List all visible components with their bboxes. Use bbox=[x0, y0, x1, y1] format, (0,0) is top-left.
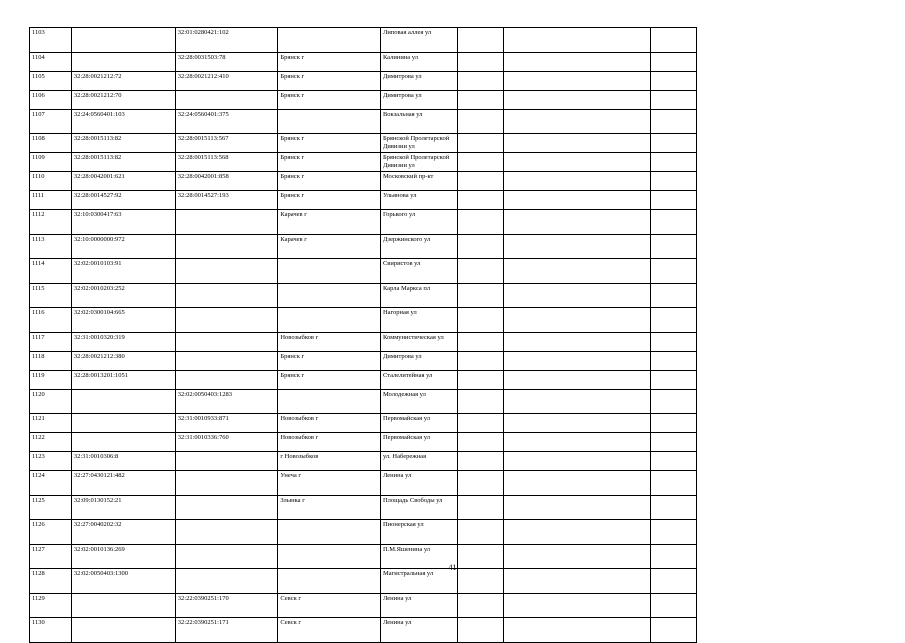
empty-cell bbox=[503, 471, 650, 496]
row-number-cell: 1130 bbox=[30, 618, 72, 643]
table-row bbox=[30, 52, 875, 71]
building-cadastral-number-cell: 32:01:0280421:102 bbox=[175, 28, 278, 53]
city-cell bbox=[278, 283, 381, 308]
building-cadastral-number-cell: 32:28:0042001:858 bbox=[175, 172, 278, 191]
street-cell: Брянской Пролетарской Дивизии ул bbox=[380, 134, 457, 153]
empty-cell bbox=[650, 308, 696, 333]
building-cadastral-number-cell bbox=[175, 495, 278, 520]
street-cell: Брянской Пролетарской Дивизии ул bbox=[380, 153, 457, 172]
street-cell: Магистральная ул bbox=[380, 569, 457, 594]
empty-cell bbox=[650, 134, 696, 153]
row-number-cell: 1124 bbox=[30, 471, 72, 496]
city-cell: Брянск г bbox=[278, 191, 381, 210]
street-cell: Димитрова ул bbox=[380, 90, 457, 109]
empty-cell bbox=[503, 153, 650, 172]
empty-cell bbox=[650, 520, 696, 545]
table-row bbox=[30, 433, 875, 452]
row-number-cell: 1110 bbox=[30, 172, 72, 191]
row-number-cell: 1123 bbox=[30, 452, 72, 471]
empty-cell bbox=[503, 389, 650, 414]
city-cell: Брянск г bbox=[278, 351, 381, 370]
empty-cell bbox=[457, 52, 503, 71]
row-number-cell: 1106 bbox=[30, 90, 72, 109]
table-row bbox=[30, 618, 875, 643]
street-cell: Горького ул bbox=[380, 210, 457, 235]
row-number-cell: 1107 bbox=[30, 109, 72, 134]
empty-cell bbox=[457, 452, 503, 471]
empty-cell bbox=[503, 259, 650, 284]
city-cell: Брянск г bbox=[278, 90, 381, 109]
empty-cell bbox=[650, 153, 696, 172]
row-number-cell: 1125 bbox=[30, 495, 72, 520]
empty-cell bbox=[650, 283, 696, 308]
row-number-cell: 1117 bbox=[30, 332, 72, 351]
row-number-cell: 1115 bbox=[30, 283, 72, 308]
table-row bbox=[30, 370, 875, 389]
street-cell: ул. Набережная bbox=[380, 452, 457, 471]
table-row bbox=[30, 71, 875, 90]
building-cadastral-number-cell bbox=[175, 452, 278, 471]
building-cadastral-number-cell: 32:28:0031503:78 bbox=[175, 52, 278, 71]
street-cell: Дзержинского ул bbox=[380, 234, 457, 259]
empty-cell bbox=[457, 471, 503, 496]
building-cadastral-number-cell bbox=[175, 332, 278, 351]
city-cell: Брянск г bbox=[278, 153, 381, 172]
row-number-cell: 1108 bbox=[30, 134, 72, 153]
table-row bbox=[30, 234, 875, 259]
page-number: 41 bbox=[448, 563, 457, 572]
city-cell bbox=[278, 308, 381, 333]
building-cadastral-number-cell bbox=[175, 234, 278, 259]
empty-cell bbox=[503, 191, 650, 210]
street-cell: Ленина ул bbox=[380, 618, 457, 643]
row-number-cell: 1116 bbox=[30, 308, 72, 333]
empty-cell bbox=[457, 210, 503, 235]
empty-cell bbox=[457, 191, 503, 210]
empty-cell bbox=[503, 593, 650, 618]
city-cell: Новозыбков г bbox=[278, 433, 381, 452]
row-number-cell: 1112 bbox=[30, 210, 72, 235]
table-row bbox=[30, 134, 875, 153]
cadastral-number-cell bbox=[71, 593, 175, 618]
city-cell: Брянск г bbox=[278, 134, 381, 153]
table-row bbox=[30, 332, 875, 351]
cadastral-number-cell: 32:28:0021212:72 bbox=[71, 71, 175, 90]
street-cell: Ленина ул bbox=[380, 593, 457, 618]
row-number-cell: 1119 bbox=[30, 370, 72, 389]
street-cell: Ульянова ул bbox=[380, 191, 457, 210]
cadastral-number-cell: 32:02:0010103:91 bbox=[71, 259, 175, 284]
city-cell: Севск г bbox=[278, 618, 381, 643]
table-row bbox=[30, 172, 875, 191]
empty-cell bbox=[650, 191, 696, 210]
cadastral-number-cell: 32:28:0042001:621 bbox=[71, 172, 175, 191]
empty-cell bbox=[650, 109, 696, 134]
row-number-cell: 1103 bbox=[30, 28, 72, 53]
cadastral-number-cell: 32:27:0040202:32 bbox=[71, 520, 175, 545]
empty-cell bbox=[503, 414, 650, 433]
register-table bbox=[29, 27, 875, 643]
empty-cell bbox=[457, 234, 503, 259]
empty-cell bbox=[503, 172, 650, 191]
building-cadastral-number-cell: 32:22:0390251:170 bbox=[175, 593, 278, 618]
street-cell: Димитрова ул bbox=[380, 351, 457, 370]
row-number-cell: 1122 bbox=[30, 433, 72, 452]
street-cell: Пионерская ул bbox=[380, 520, 457, 545]
empty-cell bbox=[457, 90, 503, 109]
cadastral-number-cell bbox=[71, 414, 175, 433]
table-row bbox=[30, 153, 875, 172]
row-number-cell: 1118 bbox=[30, 351, 72, 370]
cadastral-number-cell bbox=[71, 618, 175, 643]
city-cell: Брянск г bbox=[278, 370, 381, 389]
empty-cell bbox=[650, 351, 696, 370]
empty-cell bbox=[503, 370, 650, 389]
street-cell: Нагорная ул bbox=[380, 308, 457, 333]
row-number-cell: 1121 bbox=[30, 414, 72, 433]
empty-cell bbox=[457, 308, 503, 333]
empty-cell bbox=[650, 593, 696, 618]
empty-cell bbox=[457, 153, 503, 172]
street-cell: Липовая аллея ул bbox=[380, 28, 457, 53]
street-cell: Калинина ул bbox=[380, 52, 457, 71]
building-cadastral-number-cell bbox=[175, 370, 278, 389]
cadastral-number-cell: 32:09:0130152:21 bbox=[71, 495, 175, 520]
empty-cell bbox=[457, 259, 503, 284]
table-row bbox=[30, 414, 875, 433]
cadastral-number-cell: 32:02:0300104:665 bbox=[71, 308, 175, 333]
empty-cell bbox=[503, 351, 650, 370]
row-number-cell: 1128 bbox=[30, 569, 72, 594]
table-row bbox=[30, 471, 875, 496]
street-cell: П.М.Яшенина ул bbox=[380, 544, 457, 569]
city-cell bbox=[278, 569, 381, 594]
city-cell bbox=[278, 28, 381, 53]
row-number-cell: 1104 bbox=[30, 52, 72, 71]
empty-cell bbox=[457, 569, 503, 594]
cadastral-number-cell: 32:28:0021212:70 bbox=[71, 90, 175, 109]
street-cell: Московский пр-кт bbox=[380, 172, 457, 191]
row-number-cell: 1113 bbox=[30, 234, 72, 259]
empty-cell bbox=[650, 618, 696, 643]
building-cadastral-number-cell bbox=[175, 283, 278, 308]
table-row bbox=[30, 452, 875, 471]
empty-cell bbox=[503, 134, 650, 153]
empty-cell bbox=[457, 172, 503, 191]
building-cadastral-number-cell: 32:24:0560401:375 bbox=[175, 109, 278, 134]
empty-cell bbox=[503, 283, 650, 308]
street-cell: Свиристов ул bbox=[380, 259, 457, 284]
empty-cell bbox=[503, 520, 650, 545]
city-cell bbox=[278, 520, 381, 545]
empty-cell bbox=[457, 134, 503, 153]
street-cell: Площадь Свободы ул bbox=[380, 495, 457, 520]
empty-cell bbox=[650, 259, 696, 284]
row-number-cell: 1120 bbox=[30, 389, 72, 414]
building-cadastral-number-cell bbox=[175, 308, 278, 333]
empty-cell bbox=[503, 71, 650, 90]
empty-cell bbox=[650, 332, 696, 351]
empty-cell bbox=[650, 90, 696, 109]
cadastral-number-cell bbox=[71, 52, 175, 71]
cadastral-number-cell: 32:28:0015113:82 bbox=[71, 134, 175, 153]
empty-cell bbox=[650, 471, 696, 496]
empty-cell bbox=[650, 389, 696, 414]
table-row bbox=[30, 495, 875, 520]
row-number-cell: 1114 bbox=[30, 259, 72, 284]
empty-cell bbox=[457, 71, 503, 90]
city-cell: Брянск г bbox=[278, 71, 381, 90]
empty-cell bbox=[457, 28, 503, 53]
empty-cell bbox=[503, 569, 650, 594]
city-cell: Карачев г bbox=[278, 234, 381, 259]
empty-cell bbox=[650, 433, 696, 452]
empty-cell bbox=[650, 210, 696, 235]
building-cadastral-number-cell: 32:28:0014527:193 bbox=[175, 191, 278, 210]
row-number-cell: 1129 bbox=[30, 593, 72, 618]
row-number-cell: 1105 bbox=[30, 71, 72, 90]
empty-cell bbox=[650, 71, 696, 90]
cadastral-number-cell: 32:10:0000000:972 bbox=[71, 234, 175, 259]
street-cell: Молодежная ул bbox=[380, 389, 457, 414]
empty-cell bbox=[650, 172, 696, 191]
city-cell bbox=[278, 389, 381, 414]
cadastral-number-cell: 32:24:0560401:103 bbox=[71, 109, 175, 134]
street-cell: Первомайская ул bbox=[380, 433, 457, 452]
empty-cell bbox=[457, 433, 503, 452]
cadastral-number-cell bbox=[71, 28, 175, 53]
empty-cell bbox=[503, 52, 650, 71]
building-cadastral-number-cell: 32:31:0010933:871 bbox=[175, 414, 278, 433]
empty-cell bbox=[457, 618, 503, 643]
table-row bbox=[30, 351, 875, 370]
street-cell: Коммунистическая ул bbox=[380, 332, 457, 351]
table-row bbox=[30, 28, 875, 53]
table-row bbox=[30, 210, 875, 235]
city-cell: Новозыбков г bbox=[278, 414, 381, 433]
empty-cell bbox=[503, 28, 650, 53]
cadastral-number-cell: 32:02:0010203:252 bbox=[71, 283, 175, 308]
building-cadastral-number-cell: 32:28:0021212:410 bbox=[175, 71, 278, 90]
city-cell bbox=[278, 259, 381, 284]
cadastral-number-cell bbox=[71, 389, 175, 414]
city-cell: Карачев г bbox=[278, 210, 381, 235]
empty-cell bbox=[503, 452, 650, 471]
building-cadastral-number-cell: 32:22:0390251:171 bbox=[175, 618, 278, 643]
cadastral-number-cell: 32:10:0300417:63 bbox=[71, 210, 175, 235]
empty-cell bbox=[503, 210, 650, 235]
empty-cell bbox=[457, 351, 503, 370]
cadastral-number-cell: 32:31:0010306:8 bbox=[71, 452, 175, 471]
building-cadastral-number-cell bbox=[175, 351, 278, 370]
empty-cell bbox=[650, 370, 696, 389]
street-cell: Карла Маркса пл bbox=[380, 283, 457, 308]
empty-cell bbox=[457, 109, 503, 134]
building-cadastral-number-cell bbox=[175, 471, 278, 496]
cadastral-number-cell: 32:28:0013201:1051 bbox=[71, 370, 175, 389]
empty-cell bbox=[457, 593, 503, 618]
table-row bbox=[30, 191, 875, 210]
city-cell: Брянск г bbox=[278, 172, 381, 191]
empty-cell bbox=[503, 495, 650, 520]
empty-cell bbox=[457, 283, 503, 308]
cadastral-number-cell: 32:28:0015113:82 bbox=[71, 153, 175, 172]
empty-cell bbox=[650, 414, 696, 433]
table-row bbox=[30, 259, 875, 284]
building-cadastral-number-cell bbox=[175, 569, 278, 594]
street-cell: Вокзальная ул bbox=[380, 109, 457, 134]
city-cell bbox=[278, 109, 381, 134]
empty-cell bbox=[503, 234, 650, 259]
table-row bbox=[30, 90, 875, 109]
table-row bbox=[30, 283, 875, 308]
building-cadastral-number-cell: 32:02:0050403:1283 bbox=[175, 389, 278, 414]
empty-cell bbox=[650, 52, 696, 71]
cadastral-number-cell bbox=[71, 433, 175, 452]
empty-cell bbox=[650, 495, 696, 520]
table-row bbox=[30, 569, 875, 594]
street-cell: Димитрова ул bbox=[380, 71, 457, 90]
cadastral-number-cell: 32:31:0010320:319 bbox=[71, 332, 175, 351]
building-cadastral-number-cell bbox=[175, 520, 278, 545]
street-cell: Ленина ул bbox=[380, 471, 457, 496]
empty-cell bbox=[503, 433, 650, 452]
street-cell: Первомайская ул bbox=[380, 414, 457, 433]
row-number-cell: 1109 bbox=[30, 153, 72, 172]
table-row bbox=[30, 593, 875, 618]
empty-cell bbox=[457, 370, 503, 389]
cadastral-number-cell: 32:27:0430121:482 bbox=[71, 471, 175, 496]
city-cell: Злынка г bbox=[278, 495, 381, 520]
empty-cell bbox=[503, 109, 650, 134]
building-cadastral-number-cell bbox=[175, 210, 278, 235]
cadastral-number-cell: 32:28:0014527:92 bbox=[71, 191, 175, 210]
empty-cell bbox=[457, 332, 503, 351]
empty-cell bbox=[457, 389, 503, 414]
building-cadastral-number-cell: 32:28:0015113:568 bbox=[175, 153, 278, 172]
cadastral-number-cell: 32:28:0021212:380 bbox=[71, 351, 175, 370]
city-cell: Севск г bbox=[278, 593, 381, 618]
empty-cell bbox=[457, 520, 503, 545]
table-row bbox=[30, 520, 875, 545]
building-cadastral-number-cell bbox=[175, 90, 278, 109]
empty-cell bbox=[650, 452, 696, 471]
table-row bbox=[30, 308, 875, 333]
empty-cell bbox=[650, 234, 696, 259]
empty-cell bbox=[457, 495, 503, 520]
row-number-cell: 1111 bbox=[30, 191, 72, 210]
city-cell: Брянск г bbox=[278, 52, 381, 71]
empty-cell bbox=[650, 569, 696, 594]
city-cell: г Новозыбков bbox=[278, 452, 381, 471]
empty-cell bbox=[503, 332, 650, 351]
table-row bbox=[30, 389, 875, 414]
table-row bbox=[30, 109, 875, 134]
cadastral-number-cell: 32:02:0010136:269 bbox=[71, 544, 175, 569]
empty-cell bbox=[503, 308, 650, 333]
empty-cell bbox=[503, 90, 650, 109]
empty-cell bbox=[457, 414, 503, 433]
row-number-cell: 1127 bbox=[30, 544, 72, 569]
building-cadastral-number-cell: 32:28:0015113:567 bbox=[175, 134, 278, 153]
empty-cell bbox=[650, 28, 696, 53]
cadastral-number-cell: 32:02:0050403:1300 bbox=[71, 569, 175, 594]
row-number-cell: 1126 bbox=[30, 520, 72, 545]
table-body bbox=[30, 28, 875, 643]
empty-cell bbox=[503, 618, 650, 643]
building-cadastral-number-cell bbox=[175, 259, 278, 284]
city-cell: Новозыбков г bbox=[278, 332, 381, 351]
city-cell: Унеча г bbox=[278, 471, 381, 496]
street-cell: Сталелитейная ул bbox=[380, 370, 457, 389]
building-cadastral-number-cell: 32:31:0010336:760 bbox=[175, 433, 278, 452]
